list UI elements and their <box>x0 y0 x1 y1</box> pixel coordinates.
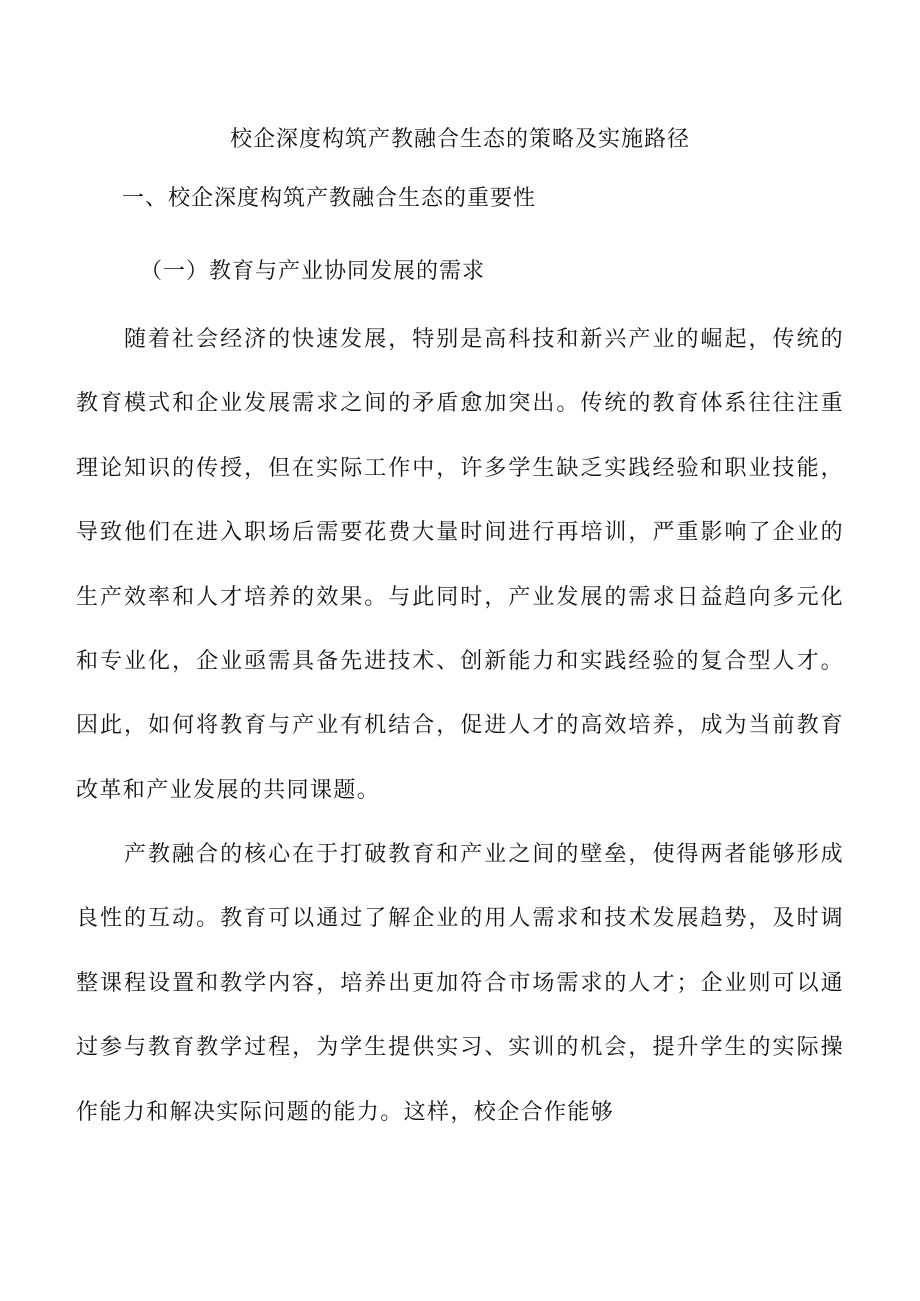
body-paragraph-2: 产教融合的核心在于打破教育和产业之间的壁垒，使得两者能够形成良性的互动。教育可以通过了解企业的用人需求和技术发展趋势，及时调整课程设置和教学内容，培养出更加符合市场需求的人才；企业则可以通过参与教育教学过程，为学生提供实习、实训的机会，提升学生的实际操作能力和解决实际问题的能力。这样，校企合作能够 <box>76 842 844 1125</box>
document-title: 校企深度构筑产教融合生态的策略及实施路径 <box>229 127 690 152</box>
body-paragraph-1: 随着社会经济的快速发展，特别是高科技和新兴产业的崛起，传统的教育模式和企业发展需求之间的矛盾愈加突出。传统的教育体系往往注重理论知识的传授，但在实际工作中，许多学生缺乏实践经验和职业技能，导致他们在进入职场后需要花费大量时间进行再培训，严重影响了企业的生产效率和人才培养的效果。与此同时，产业发展的需求日益趋向多元化和专业化，企业亟需具备先进技术、创新能力和实践经验的复合型人才。因此，如何将教育与产业有机结合，促进人才的高效培养，成为当前教育改革和产业发展的共同课题。 <box>76 327 844 803</box>
section-heading: 一、校企深度构筑产教融合生态的重要性 <box>122 186 537 211</box>
subsection-heading: （一）教育与产业协同发展的需求 <box>140 259 486 284</box>
